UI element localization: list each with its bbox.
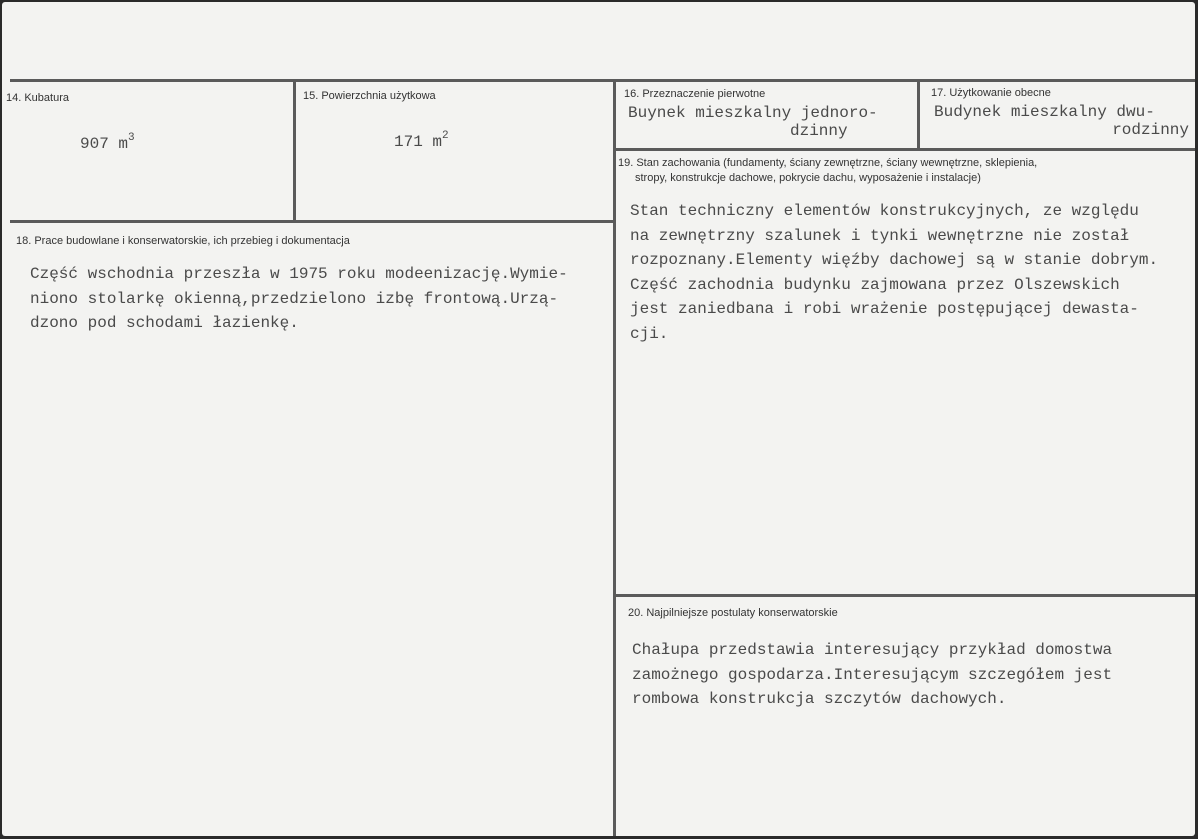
stan-line-4: Część zachodnia budynku zajmowana przez Olszewskich — [630, 275, 1120, 294]
postulaty-label: 20. Najpilniejsze postulaty konserwatorskie — [628, 607, 838, 619]
stan-line-1: Stan techniczny elementów konstrukcyjnych, ze względu — [630, 202, 1139, 220]
prace-label: 18. Prace budowlane i konserwatorskie, ich przebieg i dokumentacja — [16, 235, 350, 247]
prace-line-2: niono stolarkę okienną,przedzielono izbę frontową.Urzą- — [30, 289, 559, 308]
uzytkowanie-label: 17. Użytkowanie obecne — [931, 87, 1051, 99]
rule-above-20 — [613, 594, 1195, 597]
divider-14-15 — [293, 79, 296, 221]
przeznaczenie-line-2: dzinny — [790, 122, 848, 140]
kubatura-exponent: 3 — [128, 132, 135, 144]
rule-below-16-17 — [613, 148, 1195, 151]
stan-line-5: jest zaniedbana i robi wrażenie postępującej dewasta- — [630, 300, 1139, 318]
powierzchnia-exponent: 2 — [442, 130, 449, 142]
prace-line-3: dzono pod schodami łazienkę. — [30, 314, 299, 332]
uzytkowanie-line-1: Budynek mieszkalny dwu- — [934, 103, 1155, 121]
stan-label-line-2: stropy, konstrukcje dachowe, pokrycie dachu, wyposażenie i instalacje) — [635, 172, 981, 184]
prace-line-1: Część wschodnia przeszła w 1975 roku modeenizację.Wymie- — [30, 265, 568, 283]
uzytkowanie-line-2: rodzinny — [1112, 121, 1189, 139]
stan-line-2: na zewnętrzny szalunek i tynki wewnętrzne nie został — [630, 226, 1130, 245]
divider-16-17 — [917, 79, 920, 149]
rule-below-14-15 — [10, 220, 616, 223]
kubatura-label: 14. Kubatura — [6, 92, 69, 104]
przeznaczenie-label: 16. Przeznaczenie pierwotne — [624, 88, 766, 100]
record-card — [2, 2, 1195, 836]
postulaty-line-2: zamożnego gospodarza.Interesującym szczegółem jest — [632, 665, 1113, 684]
postulaty-line-3: rombowa konstrukcja szczytów dachowych. — [632, 690, 1007, 708]
przeznaczenie-line-1: Buynek mieszkalny jednoro- — [628, 104, 878, 122]
powierzchnia-value: 171 $m^2$ — [394, 130, 449, 151]
divider-center — [613, 79, 616, 836]
postulaty-line-1: Chałupa przedstawia interesujący przykład domostwa — [632, 641, 1113, 659]
powierzchnia-label: 15. Powierzchnia użytkowa — [303, 90, 436, 102]
stan-line-6: cji. — [630, 324, 669, 343]
kubatura-value: 907 $m^3$ — [80, 132, 135, 153]
top-rule — [10, 79, 1195, 82]
stan-line-3: rozpoznany.Elementy więźby dachowej są w stanie dobrym. — [630, 251, 1159, 269]
stan-label-line-1: 19. Stan zachowania (fundamenty, ściany zewnętrzne, ściany wewnętrzne, sklepienia, — [618, 157, 1038, 169]
